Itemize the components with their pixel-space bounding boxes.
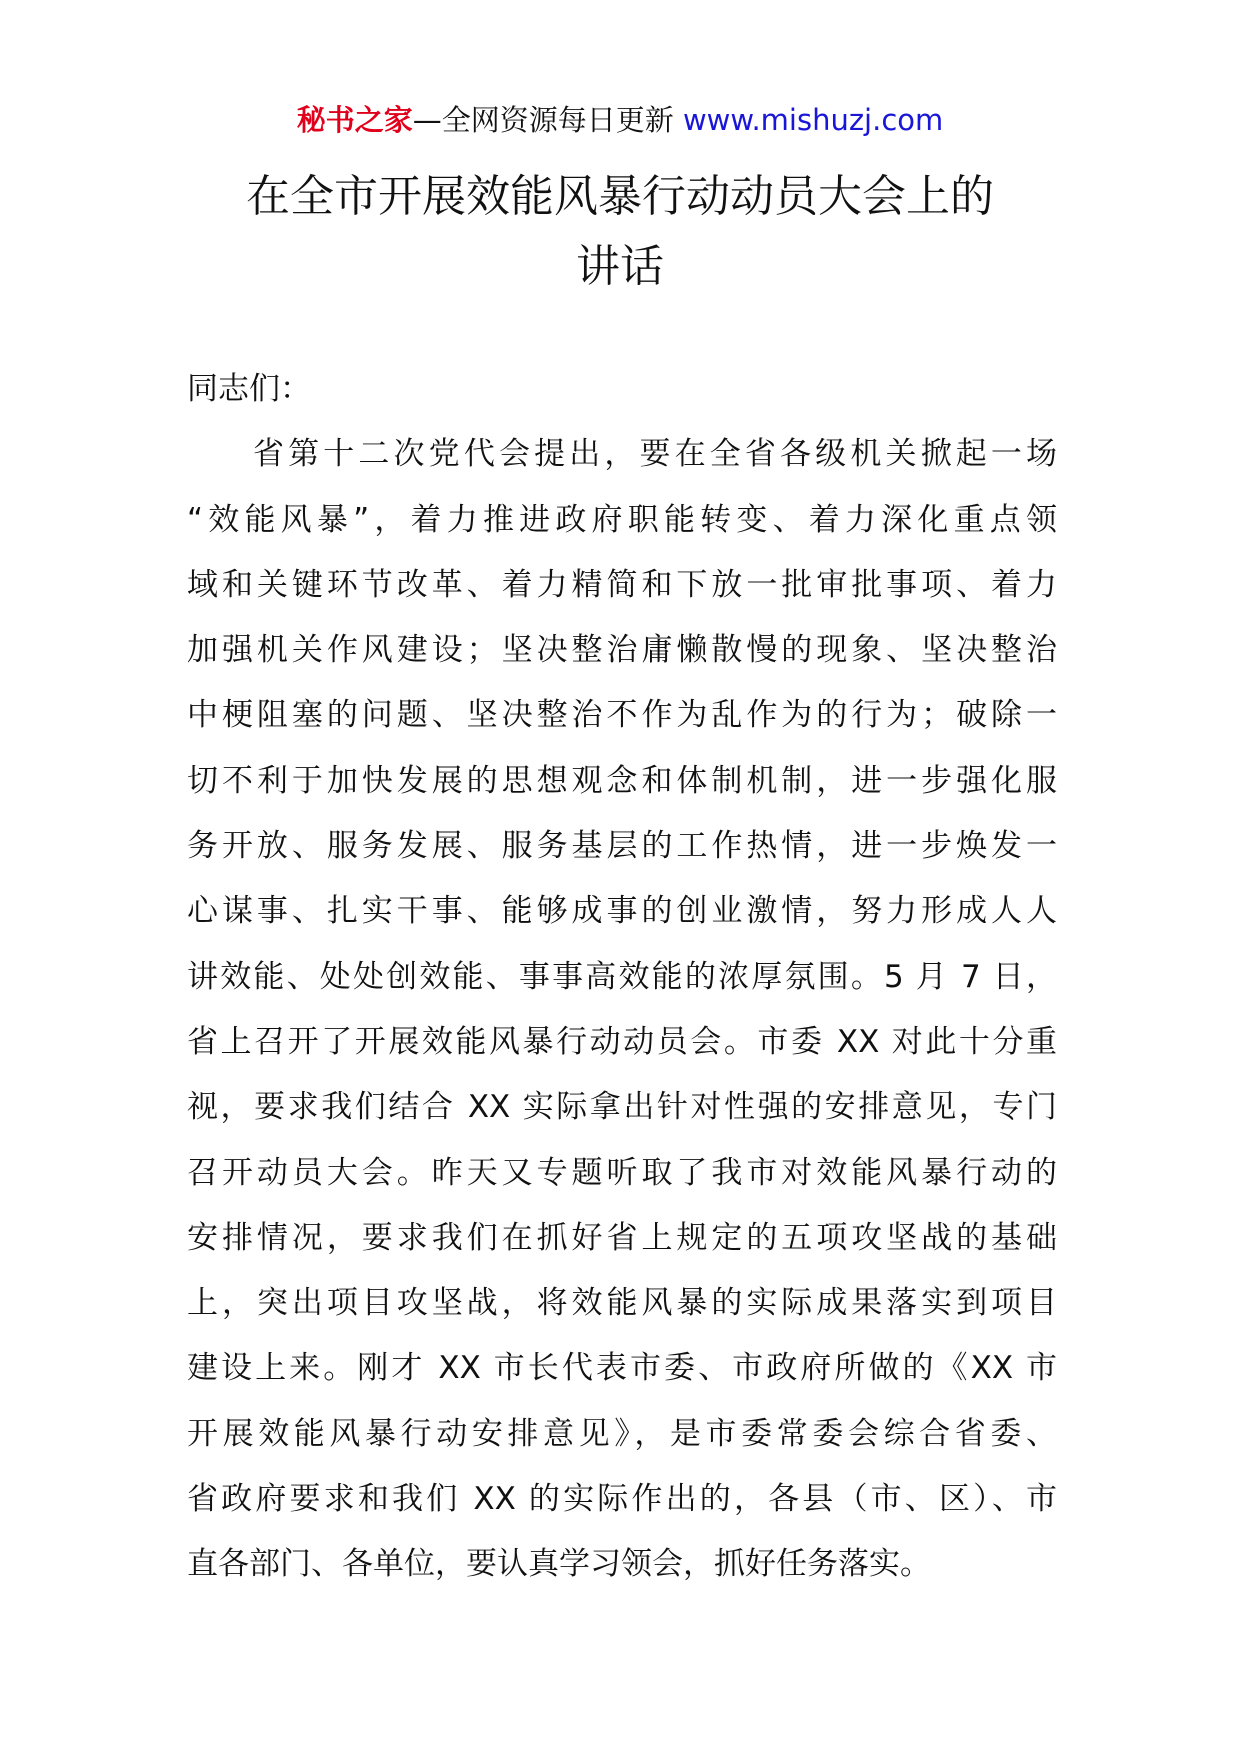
- paragraph-line: 务开放、服务发展、服务基层的工作热情，进一步焕发一: [187, 828, 1057, 865]
- brand-name: 秘书之家: [296, 103, 413, 137]
- paragraph-line: 切不利于加快发展的思想观念和体制机制，进一步强化服: [187, 762, 1057, 799]
- title-line-1: 在全市开展效能风暴行动动员大会上的: [246, 171, 994, 222]
- site-url-link[interactable]: www.mishuzj.com: [682, 103, 944, 137]
- paragraph-line: 视，要求我们结合 XX 实际拿出针对性强的安排意见，专门: [187, 1089, 1057, 1126]
- paragraph-line: 召开动员大会。昨天又专题听取了我市对效能风暴行动的: [187, 1154, 1057, 1191]
- paragraph-line: 省上召开了开展效能风暴行动动员会。市委 XX 对此十分重: [187, 1023, 1057, 1060]
- paragraph-line: 上，突出项目攻坚战，将效能风暴的实际成果落实到项目: [187, 1285, 1057, 1322]
- site-header: [0, 100, 1240, 140]
- paragraph-line: 安排情况，要求我们在抓好省上规定的五项攻坚战的基础: [187, 1219, 1057, 1256]
- paragraph-line-last: 直各部门、各单位，要认真学习领会，抓好任务落实。: [187, 1546, 931, 1583]
- paragraph-line: 讲效能、处处创效能、事事高效能的浓厚氛围。5 月 7 日，: [187, 958, 1057, 995]
- paragraph-line: “效能风暴”，着力推进政府职能转变、着力深化重点领: [187, 501, 1057, 538]
- salutation: 同志们：: [187, 371, 311, 407]
- paragraph-line: 中梗阻塞的问题、坚决整治不作为乱作为的行为；破除一: [187, 697, 1057, 734]
- paragraph-line: 开展效能风暴行动安排意见》，是市委常委会综合省委、: [187, 1415, 1057, 1452]
- paragraph-line: 加强机关作风建设；坚决整治庸懒散慢的现象、坚决整治: [187, 632, 1057, 669]
- title-line-2: 讲话: [576, 241, 664, 292]
- paragraph-line: 建设上来。刚才 XX 市长代表市委、市政府所做的《XX 市: [187, 1350, 1057, 1387]
- paragraph-line: 省政府要求和我们 XX 的实际作出的，各县（市、区）、市: [187, 1481, 1057, 1518]
- document-title: [120, 162, 1120, 302]
- paragraph-line: 域和关键环节改革、着力精简和下放一批审批事项、着力: [187, 566, 1057, 603]
- paragraph-line: 心谋事、扎实干事、能够成事的创业激情，努力形成人人: [187, 893, 1057, 930]
- paragraph-line: 省第十二次党代会提出，要在全省各级机关掀起一场: [253, 436, 1057, 473]
- document-body: [187, 357, 1057, 1598]
- header-tagline: —全网资源每日更新: [412, 103, 683, 137]
